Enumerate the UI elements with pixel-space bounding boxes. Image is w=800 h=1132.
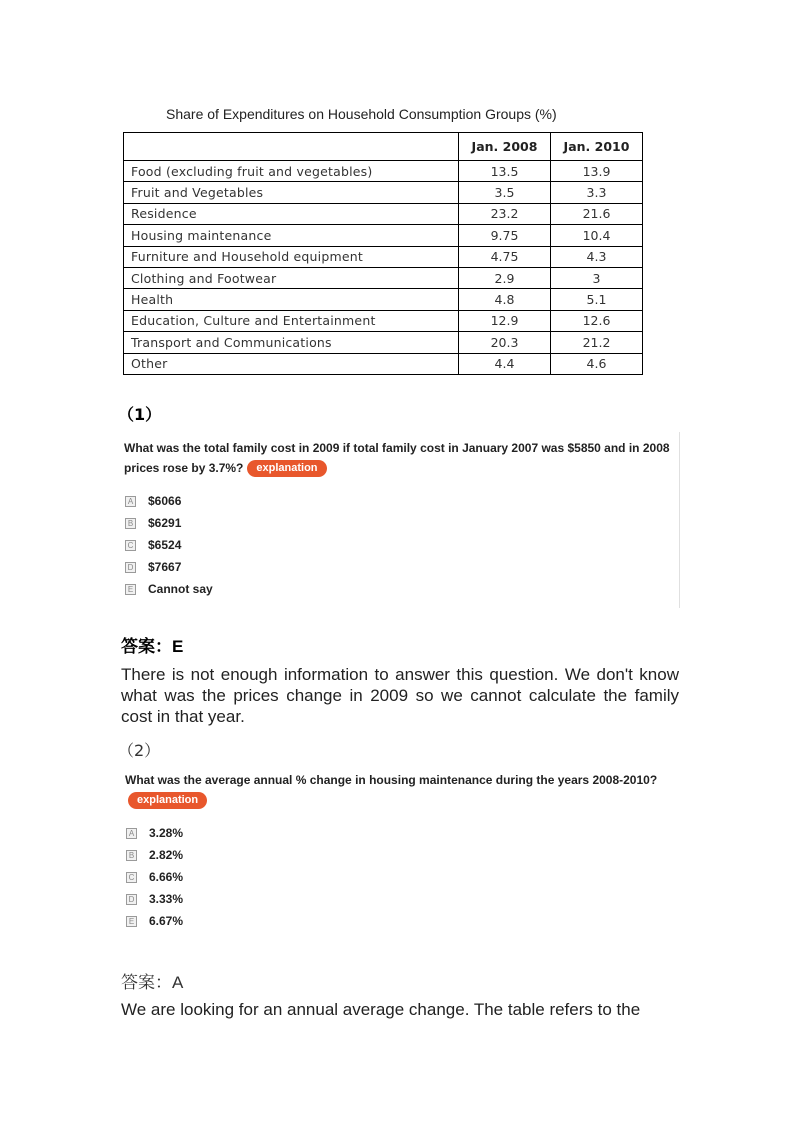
cell-value: 3 bbox=[551, 267, 643, 288]
table-row bbox=[124, 289, 643, 310]
question-1-explanation-text: There is not enough information to answer this question. We don't know what was the prices change in 2009 so we cannot calculate the family cost in that year. bbox=[121, 665, 679, 726]
option-letter-icon: D bbox=[126, 894, 137, 905]
cell-value: 12.6 bbox=[551, 310, 643, 331]
table-row bbox=[124, 161, 643, 182]
row-label: Residence bbox=[124, 203, 459, 224]
option-letter-icon: E bbox=[126, 916, 137, 927]
option-letter-icon: B bbox=[125, 518, 136, 529]
table-row bbox=[124, 267, 643, 288]
cell-value: 9.75 bbox=[459, 225, 551, 246]
option-a[interactable] bbox=[125, 490, 213, 512]
option-c[interactable] bbox=[125, 534, 213, 556]
question-2-answer: 答案：A bbox=[121, 973, 184, 992]
option-b[interactable] bbox=[126, 844, 183, 866]
explanation-button[interactable]: explanation bbox=[247, 460, 326, 477]
option-e[interactable] bbox=[125, 578, 213, 600]
table-row bbox=[124, 203, 643, 224]
cell-value: 10.4 bbox=[551, 225, 643, 246]
question-1-number: （1） bbox=[118, 405, 162, 424]
question-2-number: （2） bbox=[118, 741, 161, 760]
explanation-button[interactable]: explanation bbox=[128, 792, 207, 809]
option-e[interactable] bbox=[126, 910, 183, 932]
cell-value: 4.8 bbox=[459, 289, 551, 310]
column-header: Jan. 2008 bbox=[459, 133, 551, 161]
option-text: $6291 bbox=[148, 516, 182, 530]
table-header-blank bbox=[124, 133, 459, 161]
option-text: $6066 bbox=[148, 494, 182, 508]
table-row bbox=[124, 310, 643, 331]
cell-value: 3.3 bbox=[551, 182, 643, 203]
table-row bbox=[124, 225, 643, 246]
row-label: Other bbox=[124, 353, 459, 374]
option-a[interactable] bbox=[126, 822, 183, 844]
cell-value: 13.5 bbox=[459, 161, 551, 182]
row-label: Food (excluding fruit and vegetables) bbox=[124, 161, 459, 182]
option-letter-icon: C bbox=[126, 872, 137, 883]
option-b[interactable] bbox=[125, 512, 213, 534]
question-1-text bbox=[124, 438, 670, 478]
option-letter-icon: B bbox=[126, 850, 137, 861]
cell-value: 23.2 bbox=[459, 203, 551, 224]
table-row bbox=[124, 332, 643, 353]
option-text: 6.67% bbox=[149, 914, 184, 928]
table-header-row bbox=[124, 133, 643, 161]
option-letter-icon: D bbox=[125, 562, 136, 573]
option-text: 3.28% bbox=[149, 826, 184, 840]
option-text: 6.66% bbox=[149, 870, 184, 884]
option-d[interactable] bbox=[125, 556, 213, 578]
cell-value: 4.6 bbox=[551, 353, 643, 374]
row-label: Furniture and Household equipment bbox=[124, 246, 459, 267]
option-text: $7667 bbox=[148, 560, 182, 574]
option-text: 3.33% bbox=[149, 892, 184, 906]
row-label: Health bbox=[124, 289, 459, 310]
row-label: Fruit and Vegetables bbox=[124, 182, 459, 203]
divider bbox=[679, 432, 680, 608]
column-header: Jan. 2010 bbox=[551, 133, 643, 161]
option-letter-icon: E bbox=[125, 584, 136, 595]
table-title: Share of Expenditures on Household Consumption Groups (%) bbox=[166, 106, 557, 122]
expenditure-table bbox=[123, 132, 643, 375]
option-letter-icon: A bbox=[126, 828, 137, 839]
question-2-line-1: What was the average annual % change in housing maintenance during the years 2008-2010? bbox=[125, 773, 658, 787]
cell-value: 4.75 bbox=[459, 246, 551, 267]
cell-value: 2.9 bbox=[459, 267, 551, 288]
cell-value: 4.3 bbox=[551, 246, 643, 267]
question-2-options bbox=[126, 822, 183, 932]
option-text: 2.82% bbox=[149, 848, 184, 862]
question-1-answer: 答案：E bbox=[121, 637, 184, 656]
row-label: Clothing and Footwear bbox=[124, 267, 459, 288]
question-2-text bbox=[125, 770, 657, 810]
table-row bbox=[124, 353, 643, 374]
option-letter-icon: C bbox=[125, 540, 136, 551]
table-row bbox=[124, 182, 643, 203]
cell-value: 4.4 bbox=[459, 353, 551, 374]
question-1-options bbox=[125, 490, 213, 600]
cell-value: 3.5 bbox=[459, 182, 551, 203]
option-c[interactable] bbox=[126, 866, 183, 888]
cell-value: 20.3 bbox=[459, 332, 551, 353]
table-row bbox=[124, 246, 643, 267]
row-label: Education, Culture and Entertainment bbox=[124, 310, 459, 331]
question-1-line-2-text: prices rose by 3.7%? bbox=[124, 461, 244, 475]
question-1-line-1: What was the total family cost in 2009 if total family cost in January 2007 was $5850 and in 2008 bbox=[124, 441, 670, 455]
question-2-line-2 bbox=[124, 790, 657, 810]
cell-value: 13.9 bbox=[551, 161, 643, 182]
option-d[interactable] bbox=[126, 888, 183, 910]
row-label: Housing maintenance bbox=[124, 225, 459, 246]
question-2-explanation-text: We are looking for an annual average change. The table refers to the bbox=[121, 1000, 641, 1019]
cell-value: 21.2 bbox=[551, 332, 643, 353]
option-text: Cannot say bbox=[148, 582, 213, 596]
cell-value: 5.1 bbox=[551, 289, 643, 310]
question-1-line-2 bbox=[124, 458, 670, 478]
row-label: Transport and Communications bbox=[124, 332, 459, 353]
option-text: $6524 bbox=[148, 538, 182, 552]
cell-value: 21.6 bbox=[551, 203, 643, 224]
cell-value: 12.9 bbox=[459, 310, 551, 331]
option-letter-icon: A bbox=[125, 496, 136, 507]
